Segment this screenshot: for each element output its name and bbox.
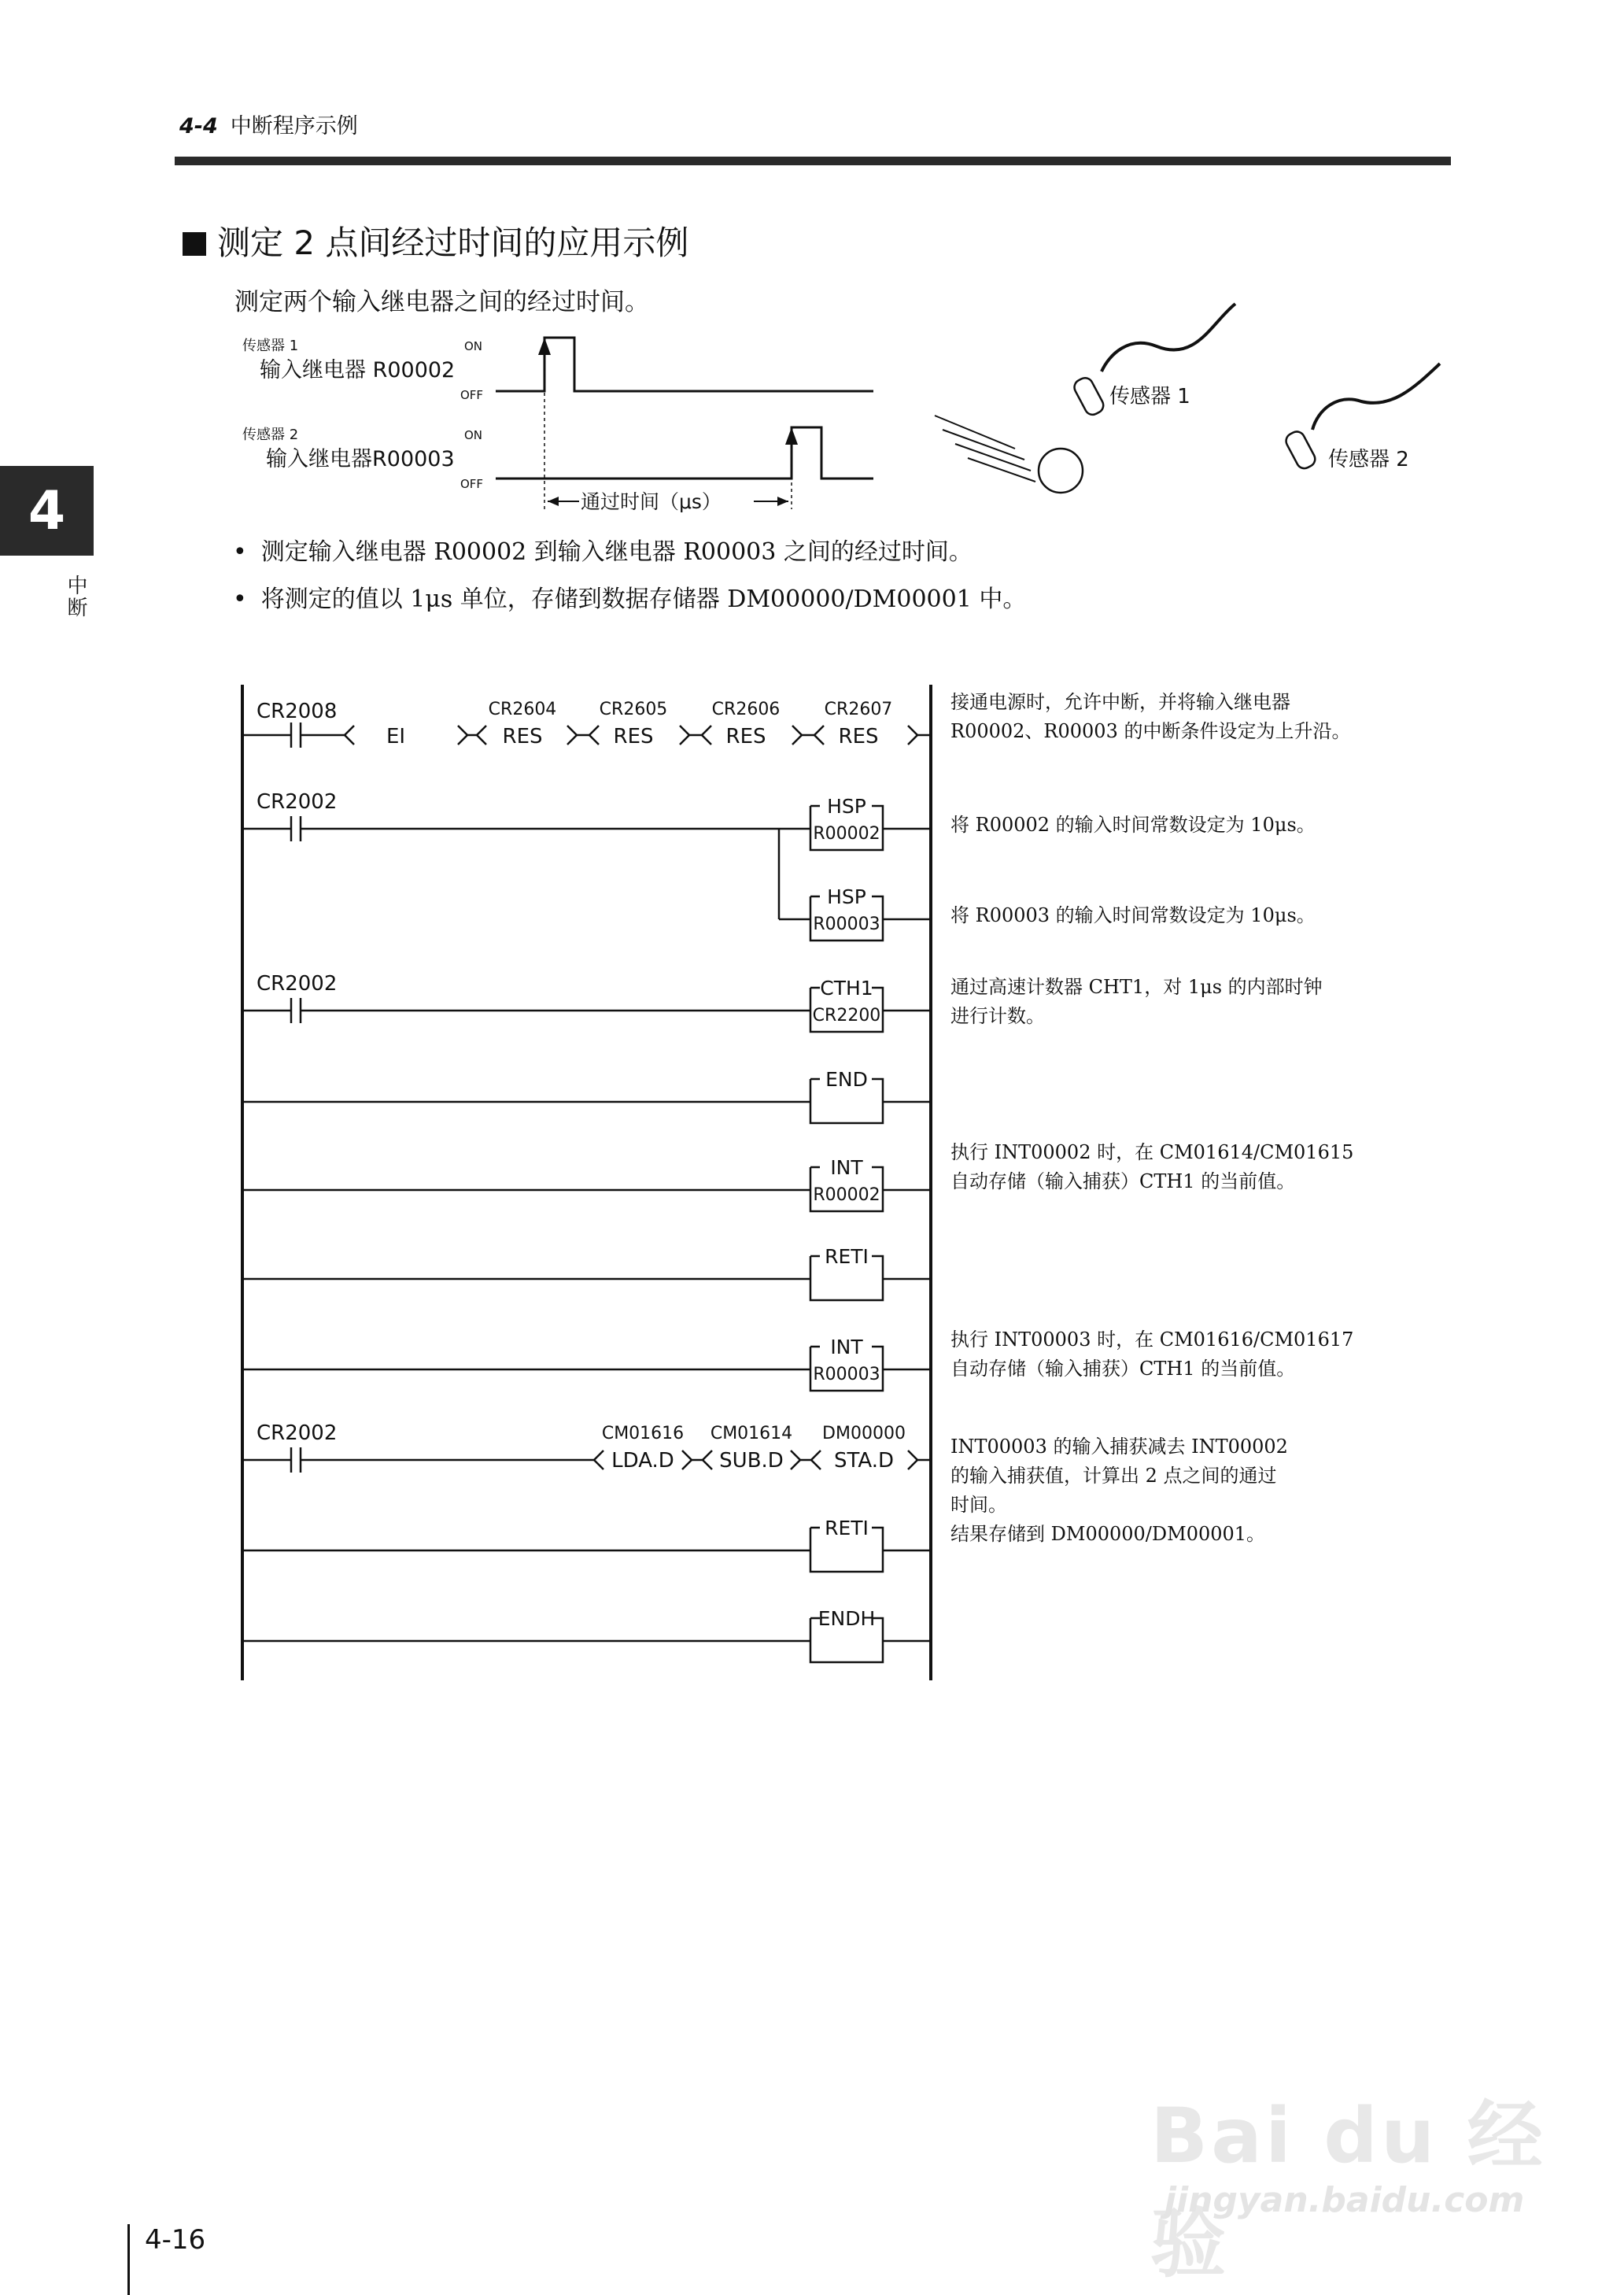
hsp-arg-2: R00003 xyxy=(813,915,880,934)
watermark-url: jingyan.baidu.com xyxy=(1164,2180,1525,2220)
sensor2-icon xyxy=(1283,429,1318,471)
sensor2-off: OFF xyxy=(460,477,484,491)
chapter-tab xyxy=(0,466,94,556)
end-instruction: END xyxy=(825,1068,868,1091)
sub-device: CM01614 xyxy=(710,1424,793,1443)
ladder-diagram xyxy=(236,677,944,1700)
rising-edge-arrow-icon xyxy=(538,338,551,355)
running-header xyxy=(179,109,358,139)
int-instruction-2: INT xyxy=(830,1336,863,1358)
sensor2-waveform xyxy=(496,427,873,479)
reti-instruction-1: RETI xyxy=(825,1245,869,1268)
object-circle-icon xyxy=(1039,449,1083,493)
res-instruction-4: RES xyxy=(838,725,879,748)
watermark-logo: Bai du 经验 xyxy=(1150,2092,1546,2288)
res-instruction-2: RES xyxy=(613,725,654,748)
note-calc: INT00003 的输入捕获减去 INT00002 的输入捕获值，计算出 2 点之间的通过 时间。 结果存储到 DM00000/DM00001。 xyxy=(950,1436,1288,1545)
hsp-instruction-1: HSP xyxy=(827,795,866,818)
reti-instruction-2: RETI xyxy=(825,1517,869,1539)
intro-text: 测定两个输入继电器之间的经过时间。 xyxy=(234,288,649,316)
int-instruction-1: INT xyxy=(830,1156,863,1179)
elapsed-label: 通过时间（μs） xyxy=(581,490,722,513)
res-device-1: CR2604 xyxy=(488,700,557,719)
motion-line xyxy=(943,430,1024,460)
arrow-left-icon xyxy=(548,497,559,506)
bullet-dot-icon: • xyxy=(233,586,247,613)
sensor2-relay: 输入继电器R00003 xyxy=(266,447,455,471)
header-rule xyxy=(175,157,1451,165)
page-title-text: 测定 2 点间经过时间的应用示例 xyxy=(217,224,689,262)
sensor1-icon xyxy=(1072,375,1106,418)
sensor1-cable xyxy=(1102,304,1235,371)
arrow-right-icon xyxy=(777,497,788,506)
timing-diagram xyxy=(236,327,881,516)
sensor2-label: 传感器 2 xyxy=(242,427,299,443)
sensor1-caption: 传感器 1 xyxy=(1109,385,1190,408)
res-device-3: CR2606 xyxy=(711,700,781,719)
hsp-instruction-2: HSP xyxy=(827,885,866,908)
bullet-dot-icon: • xyxy=(233,538,247,566)
endh-instruction: ENDH xyxy=(818,1607,876,1630)
square-bullet-icon xyxy=(183,232,206,256)
footer-rule xyxy=(127,2224,130,2295)
res-device-4: CR2607 xyxy=(824,700,893,719)
motion-line xyxy=(968,458,1035,482)
contact-cr2002: CR2002 xyxy=(257,790,338,814)
note-int2: 执行 INT00003 时，在 CM01616/CM01617 自动存储（输入捕获）CTH1 的当前值。 xyxy=(950,1329,1354,1380)
bullet-item: • 测定输入继电器 R00002 到输入继电器 R00003 之间的经过时间。 xyxy=(233,538,973,566)
sensor1-waveform xyxy=(496,338,873,391)
sub-instruction: SUB.D xyxy=(719,1449,784,1473)
sensor1-relay: 输入继电器 R00002 xyxy=(260,358,456,382)
res-instruction-1: RES xyxy=(502,725,543,748)
note-rung1: 接通电源时，允许中断，并将输入继电器 R00002、R00003 的中断条件设定为上升沿。 xyxy=(950,691,1351,742)
sensor1-off: OFF xyxy=(460,388,484,402)
res-instruction-3: RES xyxy=(725,725,766,748)
contact-cr2002: CR2002 xyxy=(257,972,338,996)
int-arg-1: R00002 xyxy=(813,1185,880,1205)
bullet-item: • 将测定的值以 1μs 单位，存储到数据存储器 DM00000/DM00001 中。 xyxy=(233,586,1027,613)
sensor-illustration xyxy=(921,291,1471,512)
hsp-arg-1: R00002 xyxy=(813,824,880,844)
sensor1-label: 传感器 1 xyxy=(242,338,299,354)
sta-device: DM00000 xyxy=(822,1424,906,1443)
lda-instruction: LDA.D xyxy=(611,1449,674,1473)
sensor2-on: ON xyxy=(464,428,483,442)
note-cth: 通过高速计数器 CHT1，对 1μs 的内部时钟 进行计数。 xyxy=(950,976,1323,1027)
int-arg-2: R00003 xyxy=(813,1365,880,1384)
sensor1-on: ON xyxy=(464,339,483,353)
sta-instruction: STA.D xyxy=(834,1449,894,1473)
chapter-label: 中断 xyxy=(64,575,87,619)
chapter-number: 4 xyxy=(28,479,66,542)
lda-device: CM01616 xyxy=(601,1424,685,1443)
page-title xyxy=(183,217,688,264)
res-device-2: CR2605 xyxy=(599,700,668,719)
note-hsp1: 将 R00002 的输入时间常数设定为 10μs。 xyxy=(950,814,1316,836)
cth-instruction: CTH1 xyxy=(820,977,873,1000)
page-number: 4-16 xyxy=(145,2224,206,2256)
section-number: 4-4 xyxy=(179,114,218,139)
sensor2-caption: 传感器 2 xyxy=(1328,448,1409,471)
note-hsp2: 将 R00003 的输入时间常数设定为 10μs。 xyxy=(950,904,1316,926)
contact-cr2008: CR2008 xyxy=(257,700,338,723)
ei-instruction: EI xyxy=(386,725,406,748)
note-int1: 执行 INT00002 时，在 CM01614/CM01615 自动存储（输入捕获）CTH1 的当前值。 xyxy=(950,1141,1354,1192)
cth-arg: CR2200 xyxy=(812,1006,881,1026)
rising-edge-arrow-icon xyxy=(785,427,798,445)
contact-cr2002: CR2002 xyxy=(257,1421,338,1445)
sensor2-cable xyxy=(1312,364,1440,430)
section-title: 中断程序示例 xyxy=(230,114,358,139)
